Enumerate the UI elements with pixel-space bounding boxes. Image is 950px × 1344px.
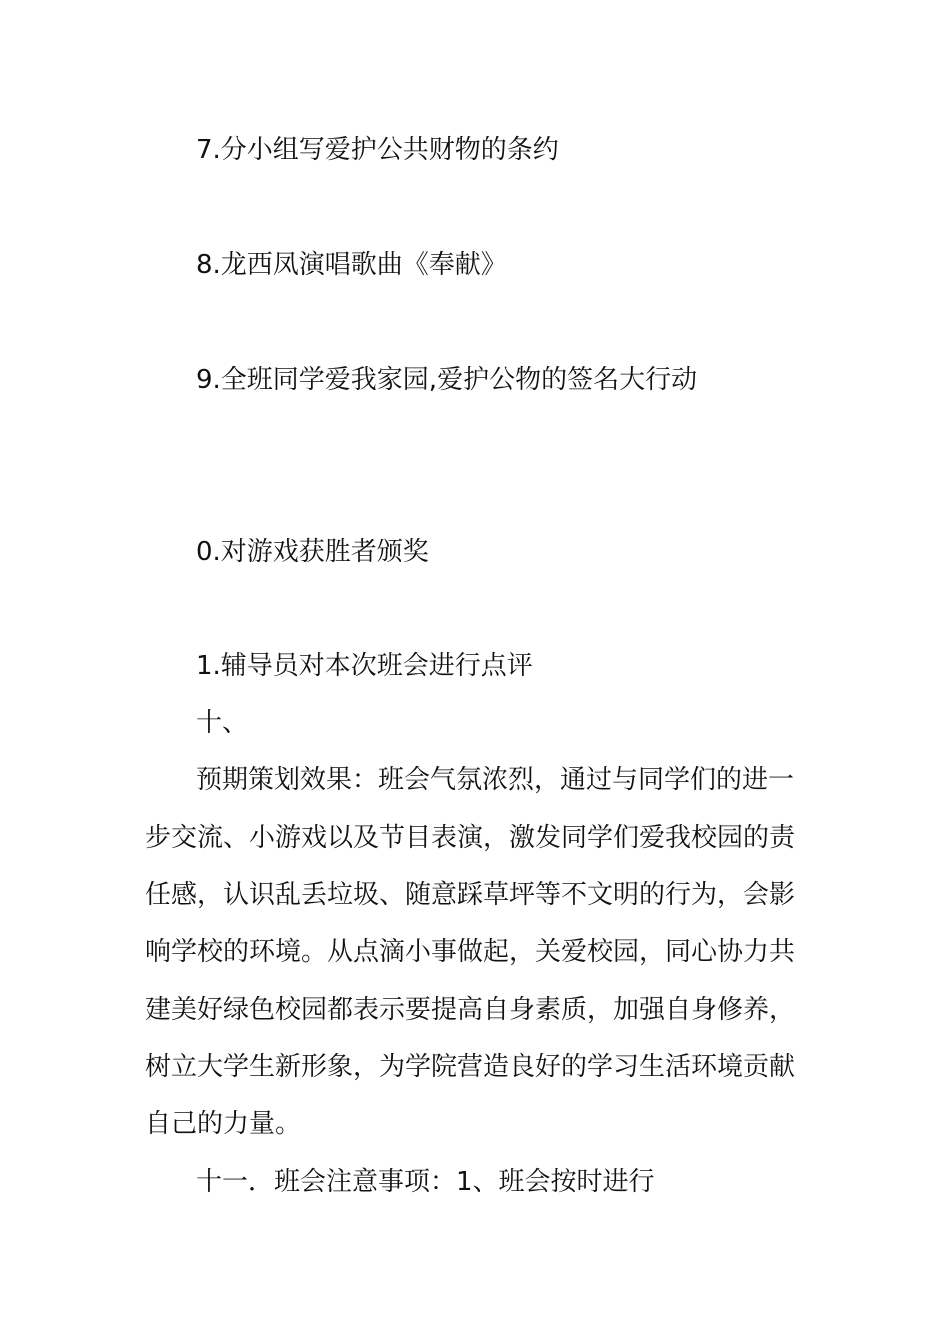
- paragraph-line: 任感，认识乱丢垃圾、随意踩草坪等不文明的行为，会影: [145, 880, 796, 910]
- paragraph-line: 树立大学生新形象，为学院营造良好的学习生活环境贡献: [145, 1052, 796, 1082]
- paragraph-line: 响学校的环境。从点滴小事做起，关爱校园，同心协力共: [145, 937, 796, 967]
- paragraph-line: 步交流、小游戏以及节目表演，激发同学们爱我校园的责: [145, 823, 796, 853]
- paragraph-line: 建美好绿色校园都表示要提高自身素质，加强自身修养，: [145, 995, 796, 1025]
- paragraph-line: 预期策划效果：班会气氛浓烈，通过与同学们的进一: [196, 765, 795, 795]
- list-item: 8.龙西凤演唱歌曲《奉献》: [196, 250, 507, 280]
- list-item: 0.对游戏获胜者颁奖: [196, 537, 429, 567]
- list-item: 9.全班同学爱我家园,爱护公物的签名大行动: [196, 365, 698, 395]
- list-item: 1.辅导员对本次班会进行点评: [196, 651, 533, 681]
- section-heading-eleven: 十一．班会注意事项：1、班会按时进行: [196, 1167, 655, 1197]
- list-item: 7.分小组写爱护公共财物的条约: [196, 135, 559, 165]
- paragraph-line: 自己的力量。: [145, 1109, 302, 1139]
- section-heading-ten: 十、: [196, 708, 249, 738]
